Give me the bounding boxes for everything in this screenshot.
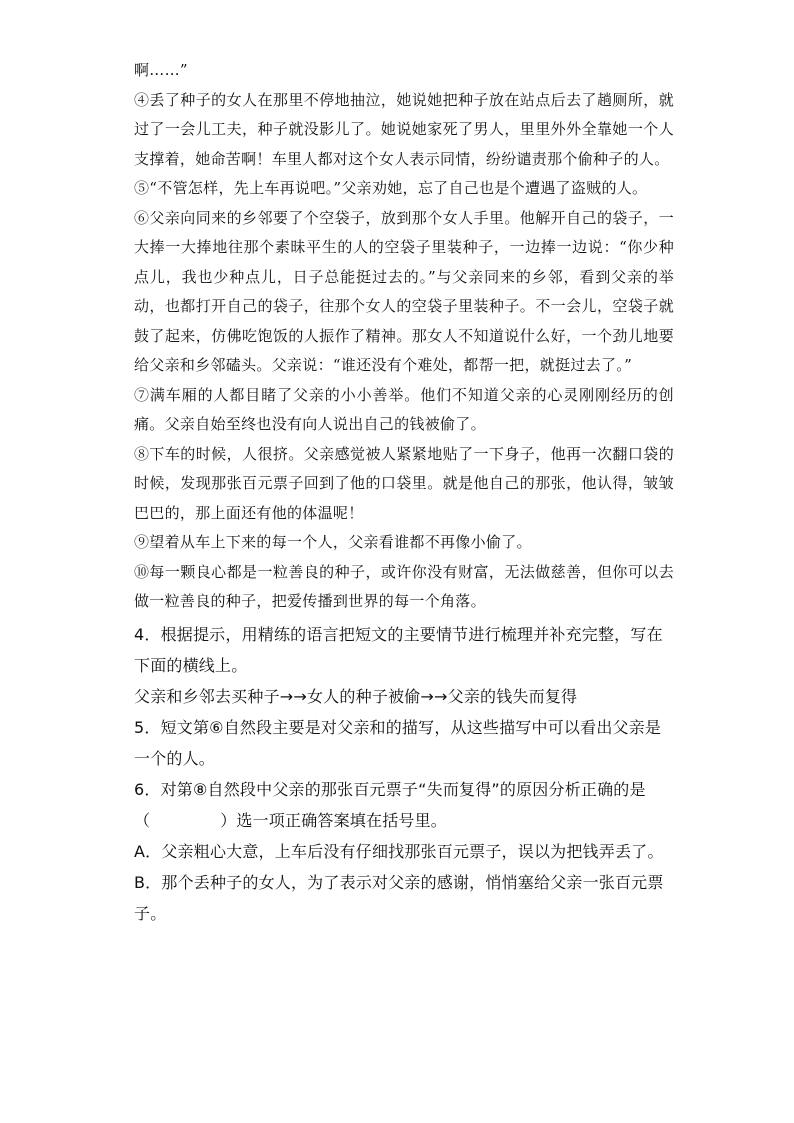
question-4-plot-flow: 父亲和乡邻去买种子→→女人的种子被偷→→父亲的钱失而复得 xyxy=(134,686,578,706)
passage-line-1: 啊……” xyxy=(134,61,188,79)
answer-blank[interactable] xyxy=(150,805,220,836)
question-6-option-b: B．那个丢种子的女人，为了表示对父亲的感谢，悄悄塞给父亲一张百元票子。 xyxy=(134,872,664,923)
passage-paragraph-10: ⑩每一颗良心都是一粒善良的种子，或许你没有财富，无法做慈善，但你可以去做一粒善良的种子，把爱传播到世界的每一个角落。 xyxy=(134,562,674,610)
document-page xyxy=(134,56,674,929)
passage-paragraph-8: ⑧下车的时候，人很挤。父亲感觉被人紧紧地贴了一下身子，他再一次翻口袋的时候，发现那张百元票子回到了他的口袋里。就是他自己的那张，他认得，皱皱巴巴的，那上面还有他的体温呢！ xyxy=(134,444,674,522)
passage-paragraph-5: ⑤“不管怎样，先上车再说吧。”父亲劝她，忘了自己也是个遭遇了盗贼的人。 xyxy=(134,179,648,197)
passage-paragraph-9: ⑨望着从车上下来的每一个人，父亲看谁都不再像小偷了。 xyxy=(134,533,532,551)
passage-paragraph-6: ⑥父亲向同来的乡邻要了个空袋子，放到那个女人手里。他解开自己的袋子，一大捧一大捧地往那个素昧平生的人的空袋子里装种子，一边捧一边说：“你少种点儿，我也少种点儿，日子总能挺过去的。”与父亲同来的乡邻，看到父亲的举动，也都打开自己的袋子，往那个女人的空袋子里装种子。不一会儿，空袋子就鼓了起来，仿佛吃饱饭的人振作了精神。那女人不知道说什么好，一个劲儿地要给父亲和乡邻磕头。父亲说：“谁还没有个难处，都帮一把，就挺过去了。” xyxy=(134,208,674,374)
passage-paragraph-4: ④丢了种子的女人在那里不停地抽泣，她说她把种子放在站点后去了趟厕所，就过了一会儿工夫，种子就没影儿了。她说她家死了男人，里里外外全靠她一个人支撑着，她命苦啊！车里人都对这个女人表示同情，纷纷谴责那个偷种子的人。 xyxy=(134,90,674,168)
answer-paren-close: ） xyxy=(220,810,237,830)
question-6-stem: 6．对第⑧自然段中父亲的那张百元票子“失而复得”的原因分析正确的是 xyxy=(134,779,646,799)
answer-paren-open: （ xyxy=(134,810,151,830)
passage-paragraph-7: ⑦满车厢的人都目睹了父亲的小小善举。他们不知道父亲的心灵刚刚经历的创痛。父亲自始至终也没有向人说出自己的钱被偷了。 xyxy=(134,385,674,433)
question-6-instruction-line xyxy=(134,805,674,836)
question-6-instruction: 选一项正确答案填在括号里。 xyxy=(236,810,448,830)
question-6-option-a: A．父亲粗心大意，上车后没有仔细找那张百元票子，误以为把钱弄丢了。 xyxy=(134,841,664,861)
question-5: 5．短文第⑥自然段主要是对父亲和的描写，从这些描写中可以看出父亲是一个的人。 xyxy=(134,717,662,768)
question-4: 4．根据提示，用精练的语言把短文的主要情节进行梳理并补充完整，写在下面的横线上。 xyxy=(134,624,663,675)
